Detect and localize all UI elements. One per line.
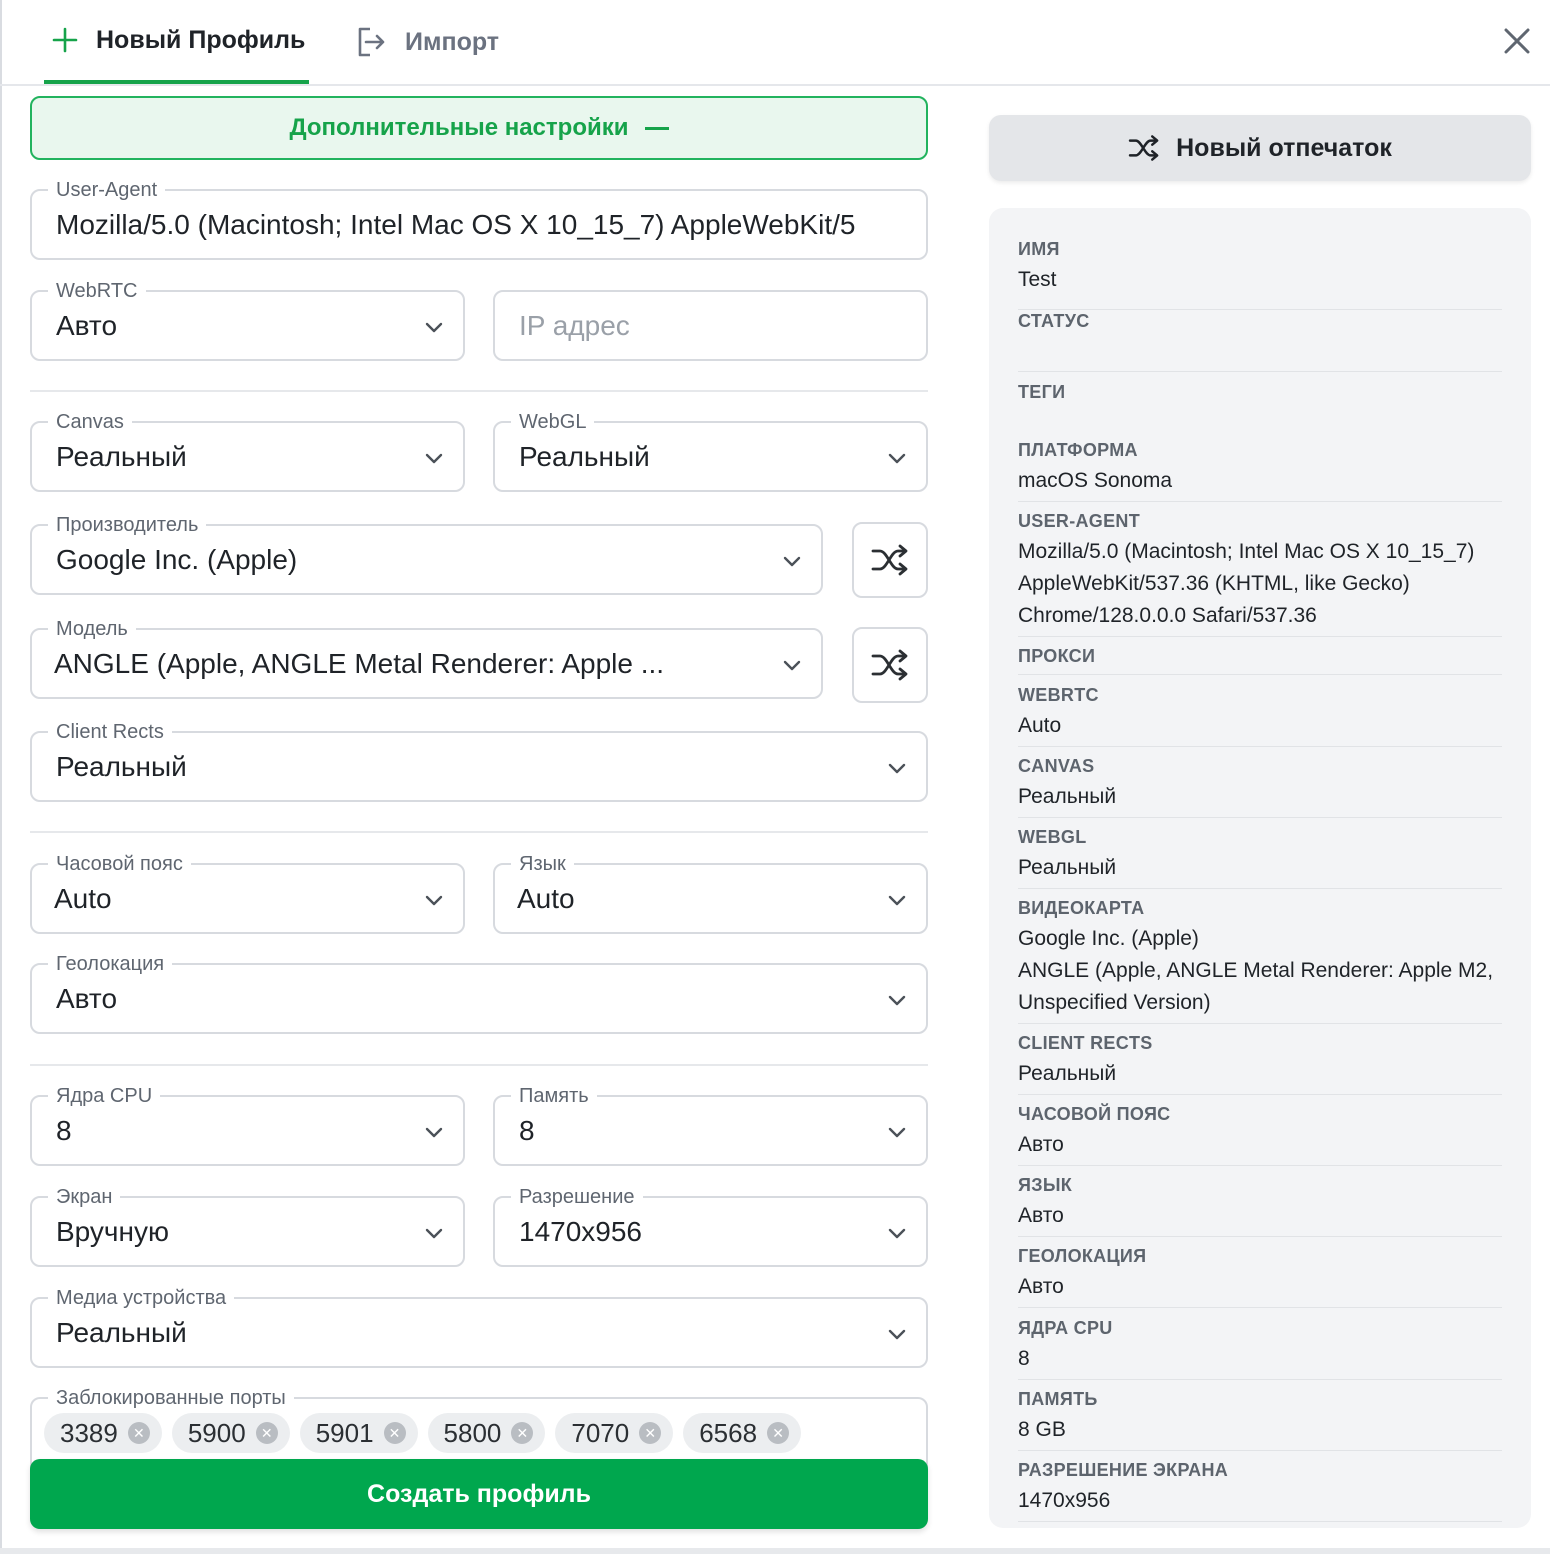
port-chip — [44, 1413, 162, 1453]
chevron-down-icon — [886, 447, 908, 469]
geolocation-label: Геолокация — [48, 952, 172, 976]
resolution-label: Разрешение — [511, 1185, 643, 1209]
summary-item-proxy — [1018, 645, 1502, 675]
new-fingerprint-button[interactable] — [989, 115, 1531, 181]
summary-value: Авто — [1018, 1133, 1064, 1156]
client-rects-label: Client Rects — [48, 720, 172, 744]
webgl-select[interactable] — [493, 411, 928, 492]
remove-chip-icon[interactable]: ✕ — [256, 1422, 278, 1444]
summary-key: ЯЗЫК — [1018, 1175, 1073, 1195]
chevron-down-icon — [423, 316, 445, 338]
summary-key: USER-AGENT — [1018, 511, 1141, 531]
canvas-label: Canvas — [48, 410, 132, 434]
webrtc-label: WebRTC — [48, 279, 146, 303]
summary-item-user-agent — [1018, 510, 1502, 637]
cpu-cores-value: 8 — [56, 1114, 72, 1146]
vendor-label: Производитель — [48, 513, 206, 537]
client-rects-select[interactable] — [30, 721, 928, 802]
section-divider — [30, 831, 928, 833]
tab-new-profile[interactable] — [44, 0, 309, 84]
summary-value: Реальный — [1018, 856, 1117, 879]
webgl-label: WebGL — [511, 410, 594, 434]
chevron-down-icon — [423, 889, 445, 911]
summary-item-timezone — [1018, 1103, 1502, 1166]
remove-chip-icon[interactable]: ✕ — [128, 1422, 150, 1444]
summary-item-cpu — [1018, 1317, 1502, 1380]
chevron-down-icon — [886, 1121, 908, 1143]
close-icon[interactable] — [1500, 24, 1534, 58]
cpu-cores-label: Ядра CPU — [48, 1084, 160, 1108]
language-select[interactable] — [493, 853, 928, 934]
summary-value: macOS Sonoma — [1018, 469, 1173, 492]
port-chip — [172, 1413, 290, 1453]
plus-icon — [52, 27, 78, 53]
summary-key: ПАМЯТЬ — [1018, 1389, 1098, 1409]
cpu-cores-select[interactable] — [30, 1085, 465, 1166]
summary-key: CLIENT RECTS — [1018, 1033, 1153, 1053]
summary-value: Test — [1018, 268, 1057, 291]
summary-key: ВИДЕОКАРТА — [1018, 898, 1145, 918]
summary-key: ЯДРА CPU — [1018, 1318, 1113, 1338]
profile-summary-panel — [989, 208, 1531, 1528]
summary-value: Реальный — [1018, 785, 1117, 808]
user-agent-field[interactable] — [30, 179, 928, 260]
header-tabs — [0, 0, 1550, 86]
summary-value-secondary: ANGLE (Apple, ANGLE Metal Renderer: Apple M2, Unspecified Version) — [1018, 959, 1494, 1014]
summary-key: ИМЯ — [1018, 239, 1060, 259]
summary-key: WEBGL — [1018, 827, 1087, 847]
window-bottom-edge — [0, 1548, 1550, 1554]
collapse-icon — [645, 127, 669, 130]
memory-label: Память — [511, 1084, 597, 1108]
canvas-select[interactable] — [30, 411, 465, 492]
summary-item-webgl — [1018, 826, 1502, 889]
chevron-down-icon — [886, 889, 908, 911]
tab-import[interactable] — [355, 0, 499, 84]
chevron-down-icon — [423, 1222, 445, 1244]
summary-item-client-rects — [1018, 1032, 1502, 1095]
section-divider — [30, 1064, 928, 1066]
webrtc-select[interactable] — [30, 280, 465, 361]
summary-key: РАЗРЕШЕНИЕ ЭКРАНА — [1018, 1460, 1229, 1480]
language-label: Язык — [511, 852, 574, 876]
screen-select[interactable] — [30, 1186, 465, 1267]
screen-value: Вручную — [56, 1215, 169, 1247]
summary-key: ТЕГИ — [1018, 382, 1066, 402]
remove-chip-icon[interactable]: ✕ — [384, 1422, 406, 1444]
summary-value: Auto — [1018, 714, 1062, 737]
client-rects-value: Реальный — [56, 750, 187, 782]
screen-label: Экран — [48, 1185, 120, 1209]
summary-item-tags — [1018, 381, 1502, 439]
chevron-down-icon — [886, 989, 908, 1011]
model-select[interactable] — [30, 618, 823, 699]
chevron-down-icon — [886, 757, 908, 779]
summary-item-memory — [1018, 1388, 1502, 1451]
advanced-settings-toggle[interactable] — [30, 96, 928, 160]
port-chip — [683, 1413, 801, 1453]
webrtc-value: Авто — [56, 309, 118, 341]
media-devices-label: Медиа устройства — [48, 1286, 234, 1310]
remove-chip-icon[interactable]: ✕ — [511, 1422, 533, 1444]
randomize-model-button[interactable] — [852, 627, 928, 703]
summary-key: ПЛАТФОРМА — [1018, 440, 1138, 460]
summary-value: Mozilla/5.0 (Macintosh; Intel Mac OS X 10_15_7) AppleWebKit/537.36 (KHTML, like Gecko) Chrome/128.0.0.0 Safari/537.36 — [1018, 540, 1475, 627]
summary-value: 8 GB — [1018, 1418, 1066, 1441]
webgl-value: Реальный — [519, 440, 650, 472]
randomize-vendor-button[interactable] — [852, 522, 928, 598]
port-chip-label: 6568 — [699, 1417, 758, 1448]
summary-item-gpu — [1018, 897, 1502, 1024]
section-divider — [30, 390, 928, 392]
tab-import-label: Импорт — [405, 27, 500, 56]
port-chip-label: 7070 — [571, 1417, 630, 1448]
summary-value: 1470x956 — [1018, 1489, 1111, 1512]
user-agent-label: User-Agent — [48, 178, 165, 202]
canvas-value: Реальный — [56, 440, 187, 472]
port-chip — [428, 1413, 546, 1453]
create-profile-button[interactable]: Создать профиль — [30, 1459, 928, 1529]
timezone-label: Часовой пояс — [48, 852, 191, 876]
summary-key: ПРОКСИ — [1018, 646, 1096, 666]
resolution-value: 1470x956 — [519, 1215, 643, 1247]
remove-chip-icon[interactable]: ✕ — [639, 1422, 661, 1444]
summary-value: Авто — [1018, 1204, 1064, 1227]
advanced-settings-label: Дополнительные настройки — [289, 114, 629, 141]
summary-item-webrtc — [1018, 684, 1502, 747]
memory-select[interactable] — [493, 1085, 928, 1166]
summary-item-name — [1018, 238, 1502, 310]
window-border — [0, 0, 2, 1554]
chevron-down-icon — [886, 1323, 908, 1345]
language-value: Auto — [517, 882, 575, 914]
ip-address-input[interactable] — [493, 290, 928, 361]
model-label: Модель — [48, 617, 136, 641]
port-chip-label: 5901 — [315, 1417, 374, 1448]
shuffle-icon — [871, 648, 909, 682]
summary-key: ЧАСОВОЙ ПОЯС — [1018, 1104, 1171, 1124]
port-chips — [44, 1413, 801, 1453]
timezone-value: Auto — [54, 882, 112, 914]
import-icon — [355, 25, 387, 59]
summary-value: Авто — [1018, 1275, 1064, 1298]
summary-item-language — [1018, 1174, 1502, 1237]
summary-key: ГЕОЛОКАЦИЯ — [1018, 1246, 1147, 1266]
ip-address-placeholder: IP адрес — [519, 309, 630, 341]
port-chip — [300, 1413, 418, 1453]
summary-item-platform — [1018, 439, 1502, 502]
tab-new-profile-label: Новый Профиль — [96, 25, 306, 54]
chevron-down-icon — [781, 654, 803, 676]
summary-item-screen-resolution — [1018, 1459, 1502, 1522]
geolocation-select[interactable] — [30, 953, 928, 1034]
vendor-value: Google Inc. (Apple) — [56, 543, 298, 575]
port-chip-label: 3389 — [60, 1417, 118, 1448]
media-devices-value: Реальный — [56, 1316, 187, 1348]
port-chip-label: 5900 — [187, 1417, 246, 1448]
summary-key: СТАТУС — [1018, 311, 1090, 331]
blocked-ports-label: Заблокированные порты — [48, 1386, 294, 1410]
chevron-down-icon — [781, 550, 803, 572]
model-value: ANGLE (Apple, ANGLE Metal Renderer: Apple ... — [54, 647, 665, 679]
summary-item-status — [1018, 310, 1502, 372]
shuffle-icon — [871, 543, 909, 577]
user-agent-value: Mozilla/5.0 (Macintosh; Intel Mac OS X 10_15_7) AppleWebKit/5 — [56, 208, 856, 240]
chevron-down-icon — [423, 1121, 445, 1143]
timezone-select[interactable] — [30, 853, 465, 934]
shuffle-icon — [1128, 134, 1160, 162]
summary-key: WEBRTC — [1018, 685, 1099, 705]
memory-value: 8 — [519, 1114, 535, 1146]
chevron-down-icon — [886, 1222, 908, 1244]
summary-value: Реальный — [1018, 1062, 1117, 1085]
summary-item-canvas — [1018, 755, 1502, 818]
summary-key: CANVAS — [1018, 756, 1095, 776]
summary-value: 8 — [1018, 1347, 1030, 1370]
vendor-select[interactable] — [30, 514, 823, 595]
summary-item-geolocation — [1018, 1245, 1502, 1308]
resolution-select[interactable] — [493, 1186, 928, 1267]
geolocation-value: Авто — [56, 982, 118, 1014]
port-chip — [555, 1413, 673, 1453]
remove-chip-icon[interactable]: ✕ — [767, 1422, 789, 1444]
port-chip-label: 5800 — [443, 1417, 502, 1448]
media-devices-select[interactable] — [30, 1287, 928, 1368]
chevron-down-icon — [423, 447, 445, 469]
summary-value: Google Inc. (Apple) — [1018, 927, 1199, 950]
new-fingerprint-label: Новый отпечаток — [1176, 133, 1392, 162]
